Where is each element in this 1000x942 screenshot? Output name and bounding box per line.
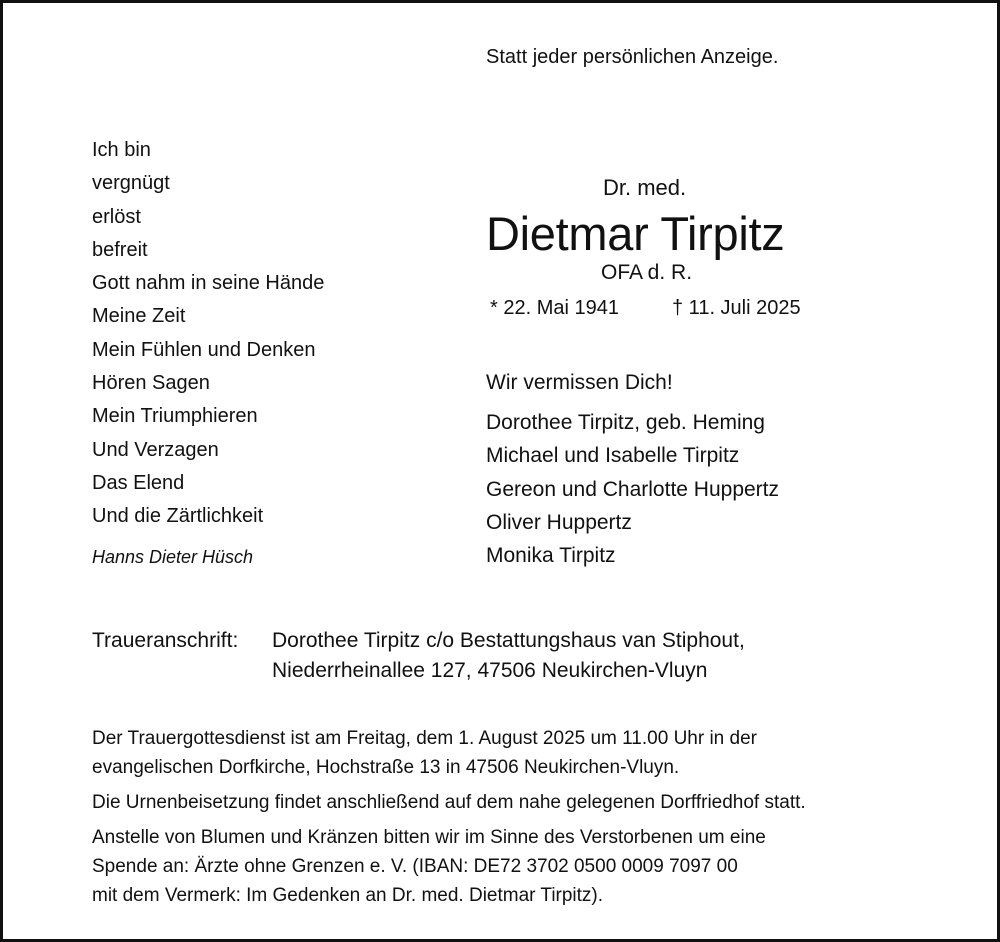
mourner-name: Michael und Isabelle Tirpitz: [486, 444, 740, 468]
mourner-name: Dorothee Tirpitz, geb. Heming: [486, 411, 765, 434]
service-notice: evangelischen Dorfkirche, Hochstraße 13 in 47506 Neukirchen-Vluyn.: [92, 757, 680, 778]
poem-line: erlöst: [92, 205, 141, 228]
poem-line: Ich bin: [92, 139, 151, 161]
mourners-list: [486, 411, 779, 577]
address-label: Traueranschrift:: [92, 629, 239, 652]
death-date: † 11. Juli 2025: [672, 297, 801, 319]
deceased-name: Dietmar Tirpitz: [486, 207, 785, 260]
address-line: Dorothee Tirpitz c/o Bestattungshaus van Stiphout,: [272, 629, 745, 652]
donation-notice: Anstelle von Blumen und Kränzen bitten wir im Sinne des Verstorbenen um eine: [92, 827, 766, 848]
birth-date: * 22. Mai 1941: [490, 297, 619, 319]
poem-line: vergnügt: [92, 172, 170, 195]
poem-line: befreit: [92, 238, 148, 261]
poem-line: Mein Triumphieren: [92, 405, 258, 428]
mourner-name: Oliver Huppertz: [486, 510, 632, 534]
deceased-rank: OFA d. R.: [601, 261, 693, 284]
mourner-name: Monika Tirpitz: [486, 544, 616, 568]
poem-author: Hanns Dieter Hüsch: [92, 547, 254, 567]
header-note: Statt jeder persönlichen Anzeige.: [486, 46, 779, 68]
poem-line: Gott nahm in seine Hände: [92, 272, 325, 295]
burial-notice: Die Urnenbeisetzung findet anschließend auf dem nahe gelegenen Dorffriedhof statt.: [92, 792, 806, 813]
poem-line: Das Elend: [92, 471, 185, 494]
donation-notice: Spende an: Ärzte ohne Grenzen e. V. (IBAN: DE72 3702 0500 0009 7097 00: [92, 856, 738, 877]
poem-line: Mein Fühlen und Denken: [92, 338, 316, 361]
service-notice: Der Trauergottesdienst ist am Freitag, dem 1. August 2025 um 11.00 Uhr in der: [92, 728, 757, 749]
poem-line: Und die Zärtlichkeit: [92, 505, 264, 528]
poem-line: Meine Zeit: [92, 305, 186, 328]
mourner-name: Gereon und Charlotte Huppertz: [486, 477, 780, 501]
donation-notice: mit dem Vermerk: Im Gedenken an Dr. med. Dietmar Tirpitz).: [92, 885, 604, 906]
poem-line: Und Verzagen: [92, 438, 219, 461]
address-line: Niederrheinallee 127, 47506 Neukirchen-Vluyn: [272, 659, 708, 682]
deceased-title: Dr. med.: [603, 175, 687, 200]
poem-line: Hören Sagen: [92, 372, 210, 395]
mourners-heading: Wir vermissen Dich!: [486, 371, 673, 394]
poem: [92, 139, 324, 539]
